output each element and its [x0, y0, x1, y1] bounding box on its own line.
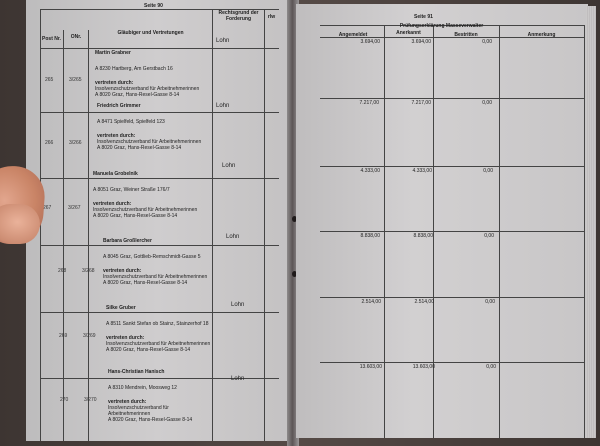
- rep-label: vertreten durch:: [106, 335, 145, 341]
- left-page: [26, 0, 289, 441]
- claim-basis: Lohn: [222, 163, 236, 169]
- on-number: 3/270: [84, 397, 97, 403]
- row-rule: [320, 362, 584, 363]
- amount-bestritten: 0,00: [486, 364, 496, 370]
- creditor-entry: [95, 50, 210, 98]
- post-number: 268: [58, 268, 67, 274]
- creditor-name: Friedrich Grimmer: [97, 103, 141, 109]
- row-rule: [320, 166, 584, 167]
- rep-address: A 8020 Graz, Hans-Resel-Gasse 8-14: [108, 417, 193, 423]
- amount-bestritten: 0,00: [482, 100, 492, 106]
- on-number: 3/266: [69, 140, 82, 146]
- col-rule-basis: [264, 9, 265, 441]
- creditor-name: Hans-Christian Hanisch: [108, 369, 165, 375]
- creditor-address: A 8230 Hartberg, Am Gerstbach 16: [95, 66, 173, 72]
- rep-address: A 8020 Graz, Hans-Resel-Gasse 8-14: [103, 280, 188, 286]
- creditor-entry: [106, 305, 211, 353]
- rep-address: A 8020 Graz, Hans-Resel-Gasse 8-14: [106, 347, 191, 353]
- amount-anerkannt: 7.217,00: [411, 100, 431, 106]
- on-number: 3/269: [83, 333, 96, 339]
- amount-anerkannt: 4.333,00: [412, 168, 432, 174]
- creditor-address: A 8310 Mendrein, Moosweg 12: [108, 385, 177, 391]
- row-rule: [320, 297, 584, 298]
- right-page-number: Seite 91: [414, 14, 433, 20]
- amount-bestritten: 0,00: [482, 39, 492, 45]
- col-rule-onr: [88, 30, 89, 441]
- header-angemeldet: Angemeldet: [338, 32, 368, 38]
- amount-bestritten: 0,00: [483, 168, 493, 174]
- amount-angemeldet: 8.838,00: [360, 233, 380, 239]
- row-rule: [320, 231, 584, 232]
- header-onr: ONr.: [70, 34, 82, 40]
- post-number: 270: [60, 397, 69, 403]
- rep-label: vertreten durch:: [95, 80, 134, 86]
- creditor-address: A 8045 Graz, Gottlieb-Remschmidt-Gasse 5: [103, 254, 201, 260]
- header-col5: rlw: [267, 14, 276, 20]
- header-creditors: Gläubiger und Vertretungen: [117, 30, 184, 36]
- rep-address: A 8020 Graz, Hans-Resel-Gasse 8-14: [93, 213, 178, 219]
- row-rule: [320, 98, 584, 99]
- col-rule-creditor: [212, 9, 213, 441]
- page-stack-edge: [586, 6, 596, 438]
- claim-basis: Lohn: [231, 376, 245, 382]
- claim-basis: Lohn: [216, 103, 230, 109]
- on-number: 3/268: [82, 268, 95, 274]
- rep-org: Insolvenzschutzverband für Arbeitnehmerinnen: [95, 86, 200, 92]
- rep-org: Insolvenzschutzverband für Arbeitnehmerinnen: [106, 341, 211, 347]
- creditor-address: A 8471 Spielfeld, Spielfeld 123: [97, 119, 165, 125]
- hand-finger-lower: [0, 204, 40, 244]
- creditor-entry: [97, 103, 212, 151]
- creditor-name: Manuela Grobelnik: [93, 171, 138, 177]
- header-post-nr: Post Nr.: [42, 36, 61, 42]
- creditor-entry: [103, 238, 211, 286]
- claim-basis: Lohn: [216, 38, 230, 44]
- header-anerkannt: Anerkannt: [396, 30, 421, 36]
- amount-angemeldet: 13.603,00: [359, 364, 382, 370]
- creditor-name: Martin Grabner: [95, 50, 131, 56]
- rep-address: A 8020 Graz, Hans-Resel-Gasse 8-14: [97, 145, 182, 151]
- amount-angemeldet: 3.694,00: [360, 39, 380, 45]
- rep-label: vertreten durch:: [93, 201, 132, 207]
- rep-address: A 8020 Graz, Hans-Resel-Gasse 8-14: [95, 92, 180, 98]
- rep-org: Insolvenzschutzverband für Arbeitnehmerinnen: [93, 207, 198, 213]
- amount-anerkannt: 3.694,00: [411, 39, 431, 45]
- header-basis: Rechtsgrund der Forderung: [218, 10, 259, 22]
- post-number: 267: [43, 205, 52, 211]
- right-page: [296, 4, 588, 438]
- creditor-entry: [93, 171, 210, 219]
- amount-anerkannt: 8.838,00: [413, 233, 433, 239]
- amount-angemeldet: 7.217,00: [359, 100, 379, 106]
- amount-anerkannt: 13.603,00: [412, 364, 435, 370]
- rep-label: vertreten durch:: [97, 133, 136, 139]
- creditor-address: A 8511 Sankt Stefan ob Stainz, Stainzerhof 18: [106, 321, 209, 327]
- post-number: 266: [45, 140, 54, 146]
- on-number: 3/265: [69, 77, 82, 83]
- header-pruefung: Prüfungserklärung Masseverwalter: [399, 23, 484, 29]
- amount-angemeldet: 2.514,00: [361, 299, 381, 305]
- rep-label: vertreten durch:: [108, 399, 147, 405]
- creditor-name: Silke Gruber: [106, 305, 136, 311]
- header-anmerkung: Anmerkung: [527, 32, 556, 38]
- amount-anerkannt: 2.514,00: [414, 299, 434, 305]
- rep-label: vertreten durch:: [103, 268, 142, 274]
- post-number: 269: [59, 333, 68, 339]
- rep-org: Insolvenzschutzverband für Arbeitnehmerinnen: [97, 139, 202, 145]
- amount-bestritten: 0,00: [484, 233, 494, 239]
- rep-org: Insolvenzschutzverband für Arbeitnehmerinnen: [108, 405, 169, 417]
- post-number: 265: [45, 77, 54, 83]
- claim-basis: Lohn: [226, 234, 240, 240]
- claim-basis: Lohn: [231, 302, 245, 308]
- left-page-number: Seite 90: [144, 3, 163, 9]
- on-number: 3/267: [68, 205, 81, 211]
- header-bottom-rule: [40, 48, 279, 49]
- col-rule-post: [63, 30, 64, 441]
- col-rule-right: [584, 25, 585, 438]
- creditor-name: Barbara Großlercher: [103, 238, 152, 244]
- amount-bestritten: 0,00: [485, 299, 495, 305]
- rep-org: Insolvenzschutzverband für Arbeitnehmerinnen: [103, 274, 208, 280]
- amount-angemeldet: 4.333,00: [360, 168, 380, 174]
- header-bestritten: Bestritten: [454, 32, 478, 38]
- creditor-entry: [108, 369, 211, 423]
- creditor-address: A 8051 Graz, Weiner Straße 176/7: [93, 187, 170, 193]
